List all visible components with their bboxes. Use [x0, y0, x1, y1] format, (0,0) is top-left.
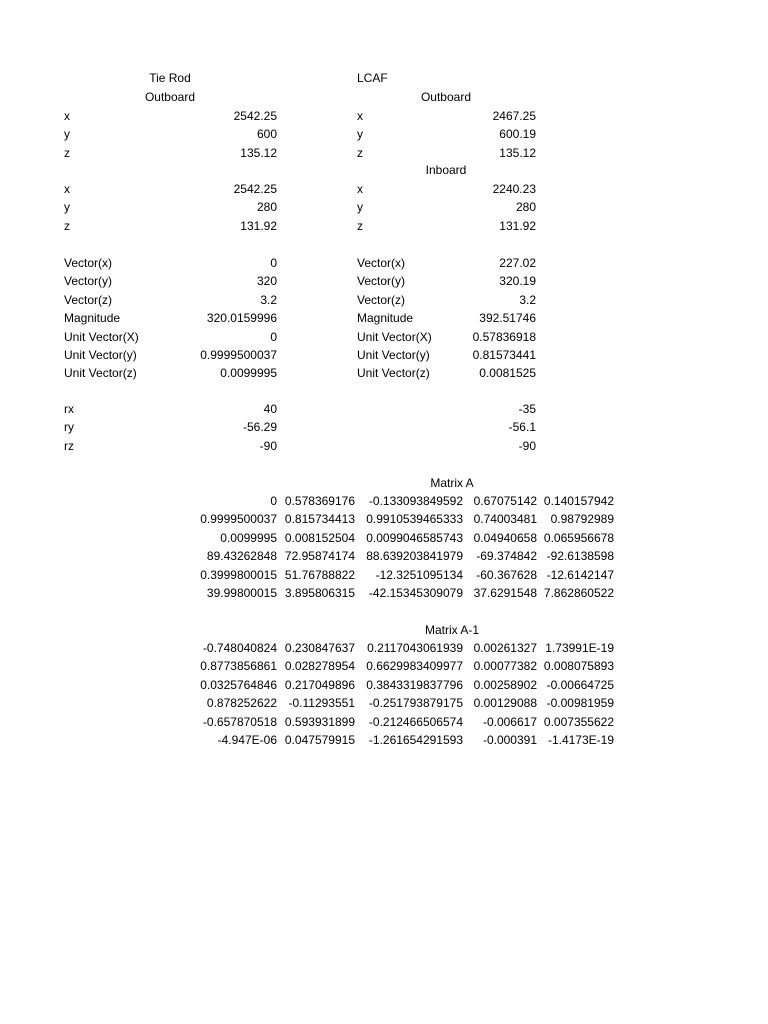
matrix-a-cell: -42.15345309079 [368, 586, 463, 600]
tie-rod-vector-label: Vector(y) [64, 274, 113, 288]
lcaf-vector-value: 392.51746 [479, 311, 536, 325]
tie-rod-r-label: ry [64, 420, 74, 434]
tie-rod-inboard-value: 131.92 [240, 219, 277, 233]
matrix-a-inv-cell: 0.047579915 [284, 733, 355, 747]
matrix-a-inv-cell: 0.00129088 [473, 696, 537, 710]
tie-rod-inboard-label: z [64, 219, 70, 233]
tie-rod-outboard-label: z [64, 146, 70, 160]
matrix-a-cell: 72.95874174 [284, 549, 355, 563]
matrix-a-title: Matrix A [430, 476, 474, 490]
lcaf-vector-value: 0.0081525 [479, 366, 536, 380]
tie-rod-vector-label: Magnitude [64, 311, 121, 325]
matrix-a-inv-cell: -0.00981959 [546, 696, 614, 710]
lcaf-r-value: -56.1 [508, 420, 536, 434]
matrix-a-cell: 0.008152504 [284, 531, 355, 545]
lcaf-vector-value: 0.57836918 [472, 330, 536, 344]
matrix-a-cell: -12.3251095134 [375, 568, 463, 582]
matrix-a-inv-cell: 0.008075893 [543, 659, 614, 673]
matrix-a-cell: 0.578369176 [284, 494, 355, 508]
matrix-a-inv-cell: 1.73991E-19 [545, 641, 614, 655]
tie-rod-inboard-value: 2542.25 [233, 182, 277, 196]
matrix-a-inv-cell: 0.00258902 [473, 678, 537, 692]
tie-rod-vector-value: 0 [270, 330, 277, 344]
matrix-a-inv-cell: 0.6629983409977 [366, 659, 463, 673]
matrix-a-inv-cell: 0.230847637 [284, 641, 355, 655]
matrix-a-inv-cell: 0.3843319837796 [366, 678, 463, 692]
matrix-a-inv-cell: -0.657870518 [202, 715, 277, 729]
tie-rod-outboard-value: 600 [256, 127, 277, 141]
matrix-a-inv-cell: 0.007355622 [543, 715, 614, 729]
matrix-a-inv-cell: -0.11293551 [288, 696, 355, 710]
matrix-a-inv-cell: 0.593931899 [284, 715, 355, 729]
tie-rod-vector-label: Unit Vector(y) [64, 348, 137, 362]
matrix-a-inv-cell: 0.00261327 [473, 641, 537, 655]
lcaf-outboard-value: 600.19 [499, 127, 536, 141]
lcaf-inboard-value: 131.92 [499, 219, 536, 233]
matrix-a-inv-cell: -1.4173E-19 [547, 733, 614, 747]
tie-rod-vector-value: 3.2 [260, 293, 277, 307]
matrix-a-cell: 0.9999500037 [200, 512, 277, 526]
lcaf-inboard-label: x [357, 182, 363, 196]
tie-rod-outboard-label: y [64, 127, 70, 141]
matrix-a-inv-cell: -1.261654291593 [368, 733, 463, 747]
lcaf-inboard-value: 280 [515, 200, 536, 214]
matrix-a-cell: 7.862860522 [543, 586, 614, 600]
matrix-a-cell: 89.43262848 [206, 549, 277, 563]
matrix-a-inv-cell: 0.2117043061939 [367, 641, 463, 655]
matrix-a-cell: 0.0099046585743 [366, 531, 463, 545]
matrix-a-cell: 37.6291548 [473, 586, 537, 600]
tie-rod-r-value: -56.29 [242, 420, 277, 434]
lcaf-vector-value: 227.02 [499, 256, 536, 270]
matrix-a-inv-cell: 0.028278954 [284, 659, 355, 673]
matrix-a-inv-cell: 0.00077382 [473, 659, 537, 673]
matrix-a-cell: 0.0099995 [220, 531, 277, 545]
lcaf-vector-value: 0.81573441 [472, 348, 536, 362]
lcaf-vector-label: Vector(z) [357, 293, 406, 307]
tie-rod-vector-label: Vector(x) [64, 256, 113, 270]
matrix-a-cell: 0 [270, 494, 277, 508]
matrix-a-cell: -12.6142147 [546, 568, 614, 582]
lcaf-vector-value: 3.2 [519, 293, 536, 307]
matrix-a-inv-cell: -0.251793879175 [368, 696, 463, 710]
lcaf-r-value: -35 [518, 402, 536, 416]
tie-rod-r-value: 40 [263, 402, 277, 416]
matrix-a-inv-cell: -0.748040824 [202, 641, 277, 655]
lcaf-vector-label: Magnitude [357, 311, 414, 325]
lcaf-vector-label: Vector(y) [357, 274, 406, 288]
tie-rod-vector-label: Vector(z) [64, 293, 113, 307]
matrix-a-cell: 0.065956678 [543, 531, 614, 545]
lcaf-inboard-label: Inboard [425, 163, 467, 177]
tie-rod-inboard-label: y [64, 200, 70, 214]
tie-rod-vector-value: 0.9999500037 [200, 348, 277, 362]
matrix-a-cell: 0.3999800015 [200, 568, 277, 582]
tie-rod-vector-value: 320 [256, 274, 277, 288]
tie-rod-vector-value: 0.0099995 [220, 366, 277, 380]
lcaf-outboard-value: 2467.25 [492, 109, 536, 123]
matrix-a-cell: 0.9910539465333 [366, 512, 463, 526]
lcaf-outboard-label: y [357, 127, 363, 141]
matrix-a-cell: 0.140157942 [543, 494, 614, 508]
tie-rod-outboard-value: 2542.25 [233, 109, 277, 123]
matrix-a-cell: 0.67075142 [473, 494, 537, 508]
lcaf-outboard-value: 135.12 [499, 146, 536, 160]
lcaf-title: LCAF [357, 71, 388, 85]
matrix-a-cell: -0.133093849592 [368, 494, 463, 508]
matrix-a-inv-cell: -0.00664725 [546, 678, 614, 692]
matrix-a-inv-cell: -0.000391 [482, 733, 537, 747]
matrix-a-inv-cell: 0.217049896 [284, 678, 355, 692]
lcaf-outboard-label: x [357, 109, 363, 123]
tie-rod-outboard-label: x [64, 109, 70, 123]
matrix-a-cell: -60.367628 [476, 568, 537, 582]
matrix-a-inv-cell: 0.0325764846 [200, 678, 277, 692]
lcaf-inboard-label: y [357, 200, 363, 214]
tie-rod-inboard-label: x [64, 182, 70, 196]
tie-rod-outboard-value: 135.12 [240, 146, 277, 160]
tie-rod-outboard-label: Outboard [144, 90, 196, 104]
tie-rod-vector-value: 0 [270, 256, 277, 270]
matrix-a-inv-cell: -0.212466506574 [368, 715, 463, 729]
tie-rod-r-label: rx [64, 402, 74, 416]
matrix-a-inv-cell: -0.006617 [482, 715, 537, 729]
lcaf-vector-value: 320.19 [499, 274, 536, 288]
matrix-a-inv-title: Matrix A-1 [424, 623, 479, 637]
tie-rod-vector-label: Unit Vector(z) [64, 366, 137, 380]
matrix-a-cell: 88.639203841979 [366, 549, 463, 563]
matrix-a-cell: 3.895806315 [284, 586, 355, 600]
matrix-a-cell: 0.04940658 [473, 531, 537, 545]
lcaf-outboard-label: Outboard [420, 90, 472, 104]
matrix-a-cell: 0.98792989 [550, 512, 614, 526]
matrix-a-inv-cell: 0.8773856861 [200, 659, 277, 673]
tie-rod-r-value: -90 [259, 439, 277, 453]
matrix-a-cell: 0.815734413 [284, 512, 355, 526]
tie-rod-vector-label: Unit Vector(X) [64, 330, 139, 344]
lcaf-vector-label: Unit Vector(X) [357, 330, 432, 344]
lcaf-inboard-label: z [357, 219, 363, 233]
matrix-a-cell: -69.374842 [476, 549, 537, 563]
tie-rod-inboard-value: 280 [256, 200, 277, 214]
tie-rod-r-label: rz [64, 439, 74, 453]
lcaf-vector-label: Unit Vector(y) [357, 348, 430, 362]
matrix-a-cell: 0.74003481 [473, 512, 537, 526]
matrix-a-cell: -92.6138598 [546, 549, 614, 563]
lcaf-vector-label: Unit Vector(z) [357, 366, 430, 380]
matrix-a-inv-cell: -4.947E-06 [217, 733, 277, 747]
lcaf-outboard-label: z [357, 146, 363, 160]
lcaf-inboard-value: 2240.23 [492, 182, 536, 196]
matrix-a-cell: 51.76788822 [284, 568, 355, 582]
lcaf-vector-label: Vector(x) [357, 256, 406, 270]
tie-rod-title: Tie Rod [149, 71, 191, 85]
matrix-a-cell: 39.99800015 [206, 586, 277, 600]
lcaf-r-value: -90 [518, 439, 536, 453]
matrix-a-inv-cell: 0.878252622 [206, 696, 277, 710]
tie-rod-vector-value: 320.0159996 [206, 311, 277, 325]
